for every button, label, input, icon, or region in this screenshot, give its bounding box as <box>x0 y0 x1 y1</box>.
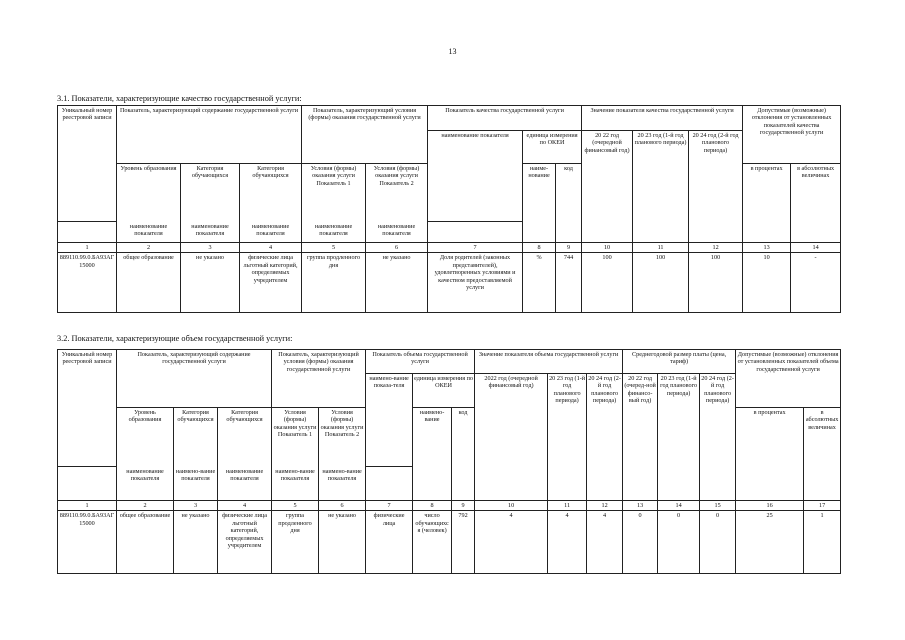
header-deviation-absolute: в абсолютных величинах <box>804 408 841 501</box>
cell-value-year-1: 100 <box>582 253 633 313</box>
name-label-3: наименование показателя <box>218 467 272 501</box>
header-reg-number: Уникальный номер реестровой записи <box>58 106 117 222</box>
col-num: 8 <box>413 501 452 511</box>
col-num: 14 <box>658 501 700 511</box>
header-conditions-indicator: Показатель, характеризующий условия (формы) оказания государственной услуги <box>302 106 428 164</box>
cell-value-year-2: 4 <box>548 511 587 574</box>
col-num: 9 <box>452 501 475 511</box>
col-num: 9 <box>556 243 582 253</box>
name-label-3: наименование показателя <box>240 222 302 243</box>
col-num: 2 <box>117 501 174 511</box>
col-num: 3 <box>181 243 240 253</box>
header-year-3: 20 24 год (2-й год планового периода) <box>689 131 743 243</box>
cell-category-2: физические лица льготный категорий, определяемых учредителем <box>240 253 302 313</box>
cell-deviation-absolute: - <box>791 253 841 313</box>
header-unit: единица измерения по ОКЕИ <box>523 131 582 164</box>
header-year-2: 20 23 год (1-й год планового периода) <box>633 131 689 243</box>
header-deviation-absolute: в абсолютных величинах <box>791 164 841 243</box>
header-reg-number: Уникальный номер реестровой записи <box>58 350 117 467</box>
header-unit: единица измерения по ОКЕИ <box>413 374 475 408</box>
cell-deviation-absolute: 1 <box>804 511 841 574</box>
table-row <box>58 511 841 574</box>
col-num: 10 <box>582 243 633 253</box>
header-content-indicator: Показатель, характеризующий содержание государственной услуги <box>117 106 302 164</box>
cell-unit-code: 744 <box>556 253 582 313</box>
col-num: 13 <box>623 501 658 511</box>
col-num: 15 <box>700 501 736 511</box>
cell-unit-name: % <box>523 253 556 313</box>
header-conditions-indicator: Показатель, характеризующий условия (формы) оказания государственной услуги <box>272 350 366 408</box>
col-num: 6 <box>319 501 366 511</box>
cell-deviation-percent: 10 <box>743 253 791 313</box>
sub-student-category-2: Категория обучающихся <box>218 408 272 467</box>
col-num: 1 <box>58 501 117 511</box>
cell-indicator-name: Доля родителей (законных представителей), удовлетворенных условиями и качеством предоставляемой услуги <box>428 253 523 313</box>
col-num: 11 <box>633 243 689 253</box>
name-label-5: наименование показателя <box>366 222 428 243</box>
header-unit-name: наиме-нование <box>523 164 556 243</box>
col-num: 12 <box>689 243 743 253</box>
header-unit-code: код <box>452 408 475 501</box>
name-label-1: наименование показателя <box>117 222 181 243</box>
col-num: 14 <box>791 243 841 253</box>
name-label-1: наименование показателя <box>117 467 174 501</box>
col-num: 5 <box>302 243 366 253</box>
cell-education-level: общее образование <box>117 511 174 574</box>
name-label-2: наимено-вание показателя <box>174 467 218 501</box>
col-num: 3 <box>174 501 218 511</box>
col-num: 13 <box>743 243 791 253</box>
cell-price-year-1: 0 <box>623 511 658 574</box>
sub-condition-1: Условия (формы) оказания услуги Показатель 1 <box>272 408 319 467</box>
cell-value-year-1: 4 <box>475 511 548 574</box>
column-numbers-row <box>58 501 841 511</box>
name-label-2: наименование показателя <box>181 222 240 243</box>
cell-deviation-percent: 25 <box>736 511 804 574</box>
sub-student-category-2: Категория обучающихся <box>240 164 302 222</box>
name-label-4: наимено-вание показателя <box>272 467 319 501</box>
cell-price-year-3: 0 <box>700 511 736 574</box>
volume-indicators-table <box>57 349 841 574</box>
header-price-year-1: 20 22 год (очеред-ной финансо-вый год) <box>623 374 658 501</box>
section-3-1-caption: 3.1. Показатели, характеризующие качество государственной услуги: <box>57 94 302 103</box>
sub-condition-2: Условия (формы) оказания услуги Показатель 2 <box>366 164 428 222</box>
header-value-year-2: 20 23 год (1-й год планового периода) <box>548 374 587 501</box>
col-num: 7 <box>428 243 523 253</box>
column-numbers-row <box>58 243 841 253</box>
name-label-5: наимено-вание показателя <box>319 467 366 501</box>
col-num: 12 <box>587 501 623 511</box>
cell-category: не указано <box>181 253 240 313</box>
cell-value-year-3: 4 <box>587 511 623 574</box>
header-volume-value: Значение показателя объема государственной услуги <box>475 350 623 374</box>
sub-condition-1: Условия (формы) оказания услуги Показатель 1 <box>302 164 366 222</box>
header-deviation-percent: в процентах <box>743 164 791 243</box>
cell-unit-name: число обучающихся (человек) <box>413 511 452 574</box>
empty-indicator-cell <box>428 222 523 243</box>
cell-category: не указано <box>174 511 218 574</box>
header-price: Среднегодовой размер платы (цена, тариф) <box>623 350 736 374</box>
header-value-year-3: 20 24 год (2-й год планового периода) <box>587 374 623 501</box>
cell-value-year-3: 100 <box>689 253 743 313</box>
cell-price-year-2: 0 <box>658 511 700 574</box>
page-number: 13 <box>448 47 457 56</box>
col-num: 7 <box>366 501 413 511</box>
col-num: 16 <box>736 501 804 511</box>
col-num: 11 <box>548 501 587 511</box>
header-content-indicator: Показатель, характеризующий содержание государственной услуги <box>117 350 272 408</box>
cell-condition-1: группа продленного дня <box>302 253 366 313</box>
col-num: 4 <box>218 501 272 511</box>
col-num: 4 <box>240 243 302 253</box>
empty-reg-cell <box>58 222 117 243</box>
cell-condition-2: не указано <box>366 253 428 313</box>
empty-reg-cell <box>58 467 117 501</box>
reg-number: 889110.99.0.БА93АГ15000 <box>58 511 117 574</box>
sub-education-level: Уровень образования <box>117 408 174 467</box>
cell-indicator-name: физические лица <box>366 511 413 574</box>
col-num: 8 <box>523 243 556 253</box>
header-indicator-name: наимено-вание показа-теля <box>366 374 413 467</box>
col-num: 17 <box>804 501 841 511</box>
header-unit-name: наимено-вание <box>413 408 452 501</box>
header-indicator-name: наименование показателя <box>428 131 523 222</box>
header-unit-code: код <box>556 164 582 243</box>
section-3-2-caption: 3.2. Показатели, характеризующие объем государственной услуги: <box>57 334 293 343</box>
empty-indicator-cell <box>366 467 413 501</box>
table-row <box>58 253 841 313</box>
col-num: 6 <box>366 243 428 253</box>
reg-number: 889110.99.0.БА93АГ15000 <box>58 253 117 313</box>
cell-education-level: общее образование <box>117 253 181 313</box>
header-quality-value: Значение показателя качества государственной услуги <box>582 106 743 131</box>
col-num: 10 <box>475 501 548 511</box>
col-num: 2 <box>117 243 181 253</box>
col-num: 5 <box>272 501 319 511</box>
name-label-4: наименование показателя <box>302 222 366 243</box>
cell-value-year-2: 100 <box>633 253 689 313</box>
col-num: 1 <box>58 243 117 253</box>
cell-category-2: физические лица льготный категорий, определяемых учредителем <box>218 511 272 574</box>
header-volume-indicator: Показатель объема государственной услуги <box>366 350 475 374</box>
header-price-year-2: 20 23 год (1-й год планового периода) <box>658 374 700 501</box>
sub-student-category: Категория обучающихся <box>174 408 218 467</box>
cell-condition-1: группа продленного дня <box>272 511 319 574</box>
header-deviation: Допустимые (возможные) отклонения от установленных показателей качества государственной услуги <box>743 106 841 164</box>
header-deviation: Допустимые (возможные) отклонения от установленных показателей объема государственной услуги <box>736 350 841 408</box>
header-value-year-1: 2022 год (очередной финансовый год) <box>475 374 548 501</box>
sub-education-level: Уровень образования <box>117 164 181 222</box>
header-deviation-percent: в процентах <box>736 408 804 501</box>
header-year-1: 20 22 год (очередной финансовый год) <box>582 131 633 243</box>
header-price-year-3: 20 24 год (2-й год планового периода) <box>700 374 736 501</box>
cell-unit-code: 792 <box>452 511 475 574</box>
cell-condition-2: не указано <box>319 511 366 574</box>
sub-student-category: Категория обучающихся <box>181 164 240 222</box>
sub-condition-2: Условия (формы) оказания услуги Показатель 2 <box>319 408 366 467</box>
quality-indicators-table <box>57 105 841 313</box>
header-quality-indicator: Показатель качества государственной услуги <box>428 106 582 131</box>
